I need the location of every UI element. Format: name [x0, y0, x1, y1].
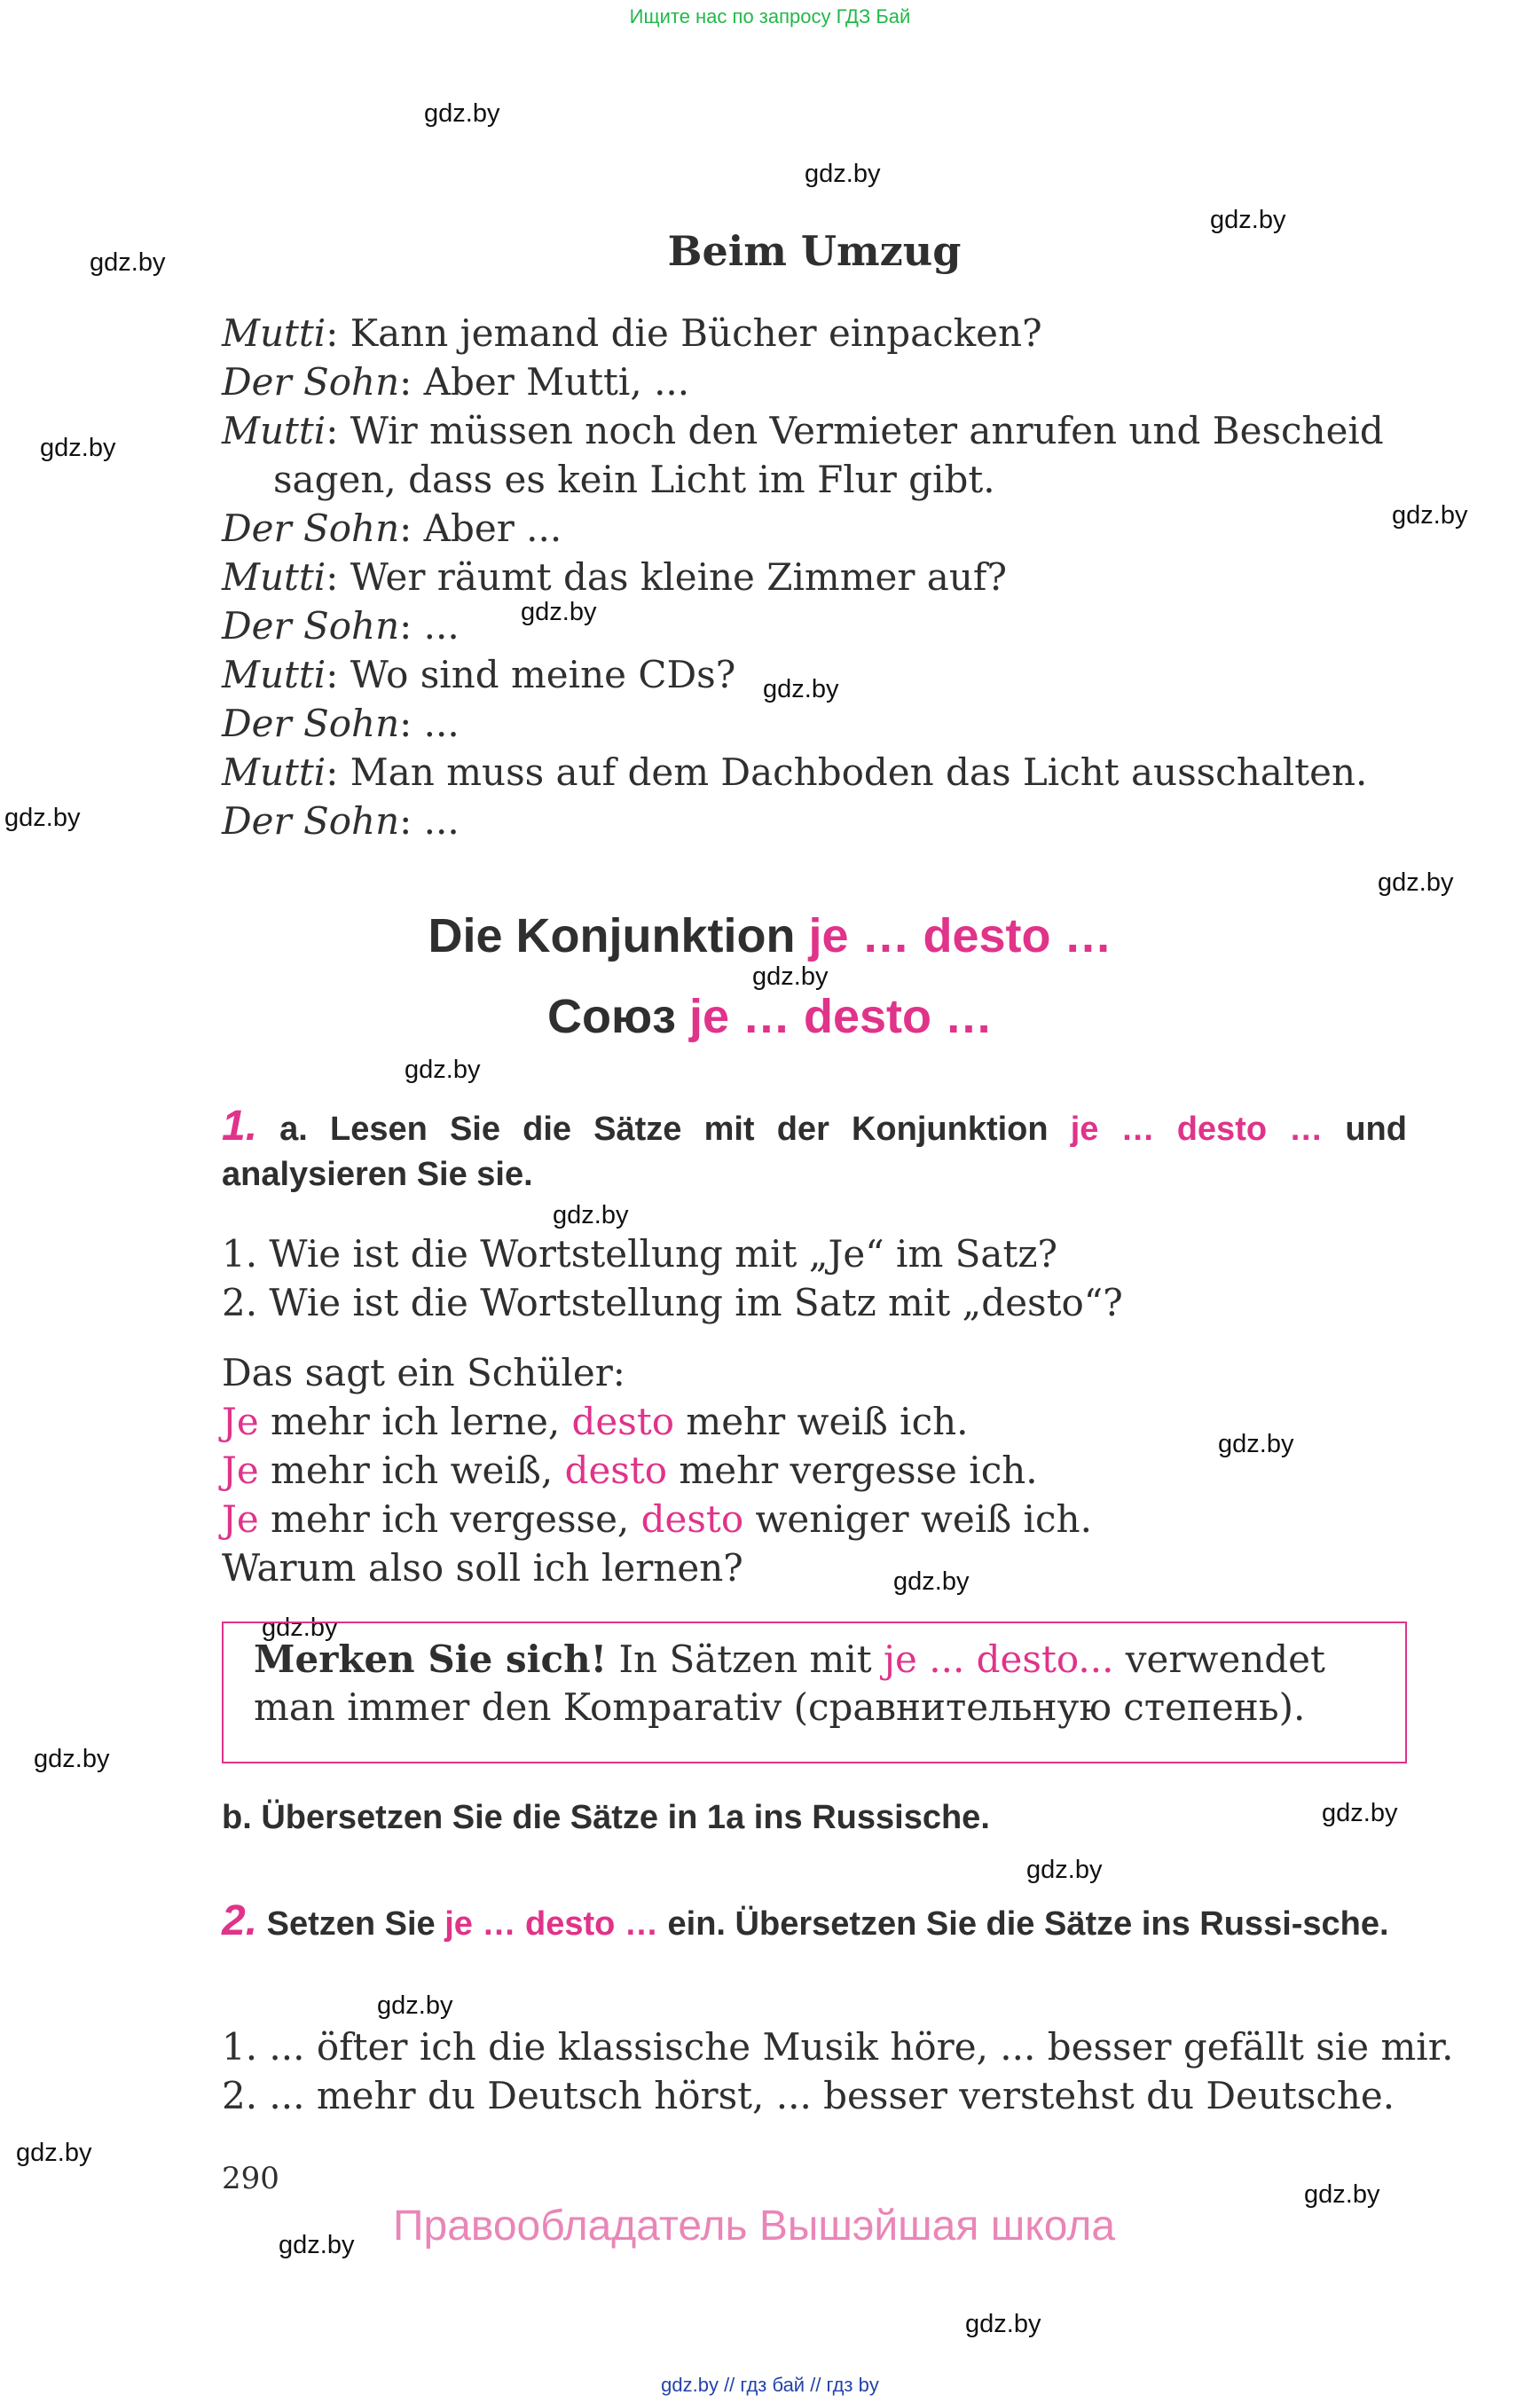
speaker: Mutti [222, 409, 326, 452]
line-text: : Wir müssen noch den Vermieter anrufen und Bescheid [326, 409, 1384, 452]
line-text: sagen, dass es kein Licht im Flur gibt. [273, 458, 995, 501]
watermark: gdz.by [90, 248, 166, 277]
poem-text: weniger weiß ich. [743, 1497, 1092, 1541]
line-text: : ... [399, 799, 460, 843]
poem-text: mehr ich weiß, [258, 1449, 565, 1492]
conjunction-highlight: je ... desto... [884, 1637, 1114, 1681]
watermark: gdz.by [4, 804, 81, 832]
task-1b: b. Übersetzen Sie die Sätze in 1a ins Russische. [222, 1799, 990, 1836]
dialog-line [222, 309, 1415, 357]
watermark: gdz.by [405, 1056, 481, 1084]
poem-line [222, 1446, 1410, 1495]
dialog-line [222, 357, 1415, 406]
section-title-prefix: Союз [546, 990, 676, 1043]
je-word: Je [222, 1449, 259, 1492]
speaker: Der Sohn [222, 702, 400, 745]
conjunction-highlight: je … desto … [688, 990, 994, 1043]
task-2-list [222, 2022, 1454, 2120]
line-text: : Aber ... [399, 507, 562, 550]
poem-line [222, 1495, 1410, 1543]
task-1a [222, 1103, 1407, 1198]
line-text: : Wo sind meine CDs? [326, 653, 736, 696]
watermark: gdz.by [1210, 206, 1286, 234]
conjunction-highlight: je … desto … [444, 1905, 658, 1943]
je-word: Je [222, 1497, 259, 1541]
task-text: Setzen Sie [266, 1905, 436, 1943]
dialog-line [222, 797, 1415, 845]
watermark: gdz.by [262, 1614, 338, 1642]
watermark: gdz.by [763, 675, 839, 703]
line-text: : ... [399, 604, 460, 648]
watermark: gdz.by [1378, 868, 1454, 897]
watermark: gdz.by [1322, 1799, 1398, 1827]
page-number: 290 [222, 2161, 279, 2196]
speaker: Mutti [222, 750, 326, 794]
watermark: gdz.by [553, 1201, 629, 1229]
task-text: ein. Übersetzen Sie die Sätze ins Russi-sche. [667, 1905, 1389, 1943]
section-title-prefix: Die Konjunktion [428, 909, 796, 962]
desto-word: desto [571, 1400, 675, 1443]
task-text: a. Lesen Sie die Sätze mit der Konjunktion [279, 1111, 1049, 1148]
list-item: 2. ... mehr du Deutsch hörst, ... besser verstehst du Deutsche. [222, 2074, 1395, 2117]
speaker: Mutti [222, 653, 326, 696]
task-text: und analysieren Sie sie. [222, 1111, 1407, 1193]
top-banner[interactable]: Ищите нас по запросу ГДЗ Бай [629, 5, 911, 27]
poem-text: mehr ich vergesse, [258, 1497, 641, 1541]
dialog-line [222, 406, 1415, 455]
note-text: In Sätzen mit [607, 1637, 884, 1681]
conjunction-highlight: je … desto … [808, 909, 1112, 962]
dialog [222, 309, 1415, 845]
dialog-line [222, 553, 1415, 601]
watermark: gdz.by [40, 434, 116, 462]
speaker: Mutti [222, 555, 326, 599]
section-title-russian [0, 989, 1540, 1044]
dialog-line [222, 504, 1415, 553]
line-text: : Man muss auf dem Dachboden das Licht ausschalten. [326, 750, 1368, 794]
watermark: gdz.by [424, 99, 500, 128]
watermark: gdz.by [521, 598, 597, 626]
line-text: : Wer räumt das kleine Zimmer auf? [326, 555, 1007, 599]
watermark: gdz.by [1392, 501, 1468, 530]
poem [222, 1348, 1410, 1592]
line-text: : Kann jemand die Bücher einpacken? [326, 311, 1042, 355]
rightsholder-text: Правообладатель Вышэйшая школа [393, 2203, 1116, 2250]
desto-word: desto [640, 1497, 744, 1541]
watermark: gdz.by [279, 2231, 355, 2259]
poem-text: mehr ich lerne, [258, 1400, 572, 1443]
dialog-line [222, 650, 1415, 699]
poem-text: mehr weiß ich. [674, 1400, 969, 1443]
dialog-title: Beim Umzug [667, 227, 962, 275]
je-word: Je [222, 1400, 259, 1443]
desto-word: desto [564, 1449, 668, 1492]
speaker: Der Sohn [222, 507, 400, 550]
watermark: gdz.by [34, 1745, 110, 1773]
watermark: gdz.by [805, 160, 881, 188]
section-title-german [0, 908, 1540, 963]
footer-links[interactable]: gdz.by // гдз бай // гдз by [661, 2374, 879, 2396]
watermark: gdz.by [752, 962, 829, 991]
conjunction-highlight: je … desto … [1070, 1111, 1324, 1148]
speaker: Der Sohn [222, 604, 400, 648]
task-number: 2. [222, 1897, 258, 1944]
line-text: : Aber Mutti, ... [399, 360, 690, 404]
note-title: Merken Sie sich! [254, 1637, 608, 1681]
poem-intro: Das sagt ein Schüler: [222, 1351, 625, 1394]
dialog-line [222, 455, 1415, 504]
speaker: Mutti [222, 311, 326, 355]
question-list [222, 1229, 1410, 1327]
task-number: 1. [222, 1103, 258, 1150]
watermark: gdz.by [377, 1991, 453, 2020]
poem-line: Warum also soll ich lernen? [222, 1546, 743, 1590]
line-text: : ... [399, 702, 460, 745]
watermark: gdz.by [1218, 1430, 1294, 1458]
watermark: gdz.by [893, 1567, 970, 1596]
speaker: Der Sohn [222, 799, 400, 843]
watermark: gdz.by [16, 2139, 92, 2167]
list-item: 2. Wie ist die Wortstellung im Satz mit „desto“? [222, 1281, 1123, 1324]
poem-text: mehr vergesse ich. [667, 1449, 1038, 1492]
poem-line [222, 1397, 1410, 1446]
dialog-line [222, 748, 1415, 797]
note-text: verwendet man immer den Komparativ (сравнительную степень). [254, 1637, 1325, 1729]
watermark: gdz.by [1304, 2180, 1380, 2209]
dialog-line [222, 601, 1415, 650]
note-box [222, 1622, 1407, 1763]
task-2 [222, 1898, 1407, 1947]
list-item: 1. Wie ist die Wortstellung mit „Je“ im Satz? [222, 1232, 1057, 1276]
dialog-line [222, 699, 1415, 748]
list-item: 1. ... öfter ich die klassische Musik höre, ... besser gefällt sie mir. [222, 2025, 1454, 2069]
speaker: Der Sohn [222, 360, 400, 404]
watermark: gdz.by [965, 2310, 1041, 2338]
watermark: gdz.by [1026, 1856, 1103, 1884]
